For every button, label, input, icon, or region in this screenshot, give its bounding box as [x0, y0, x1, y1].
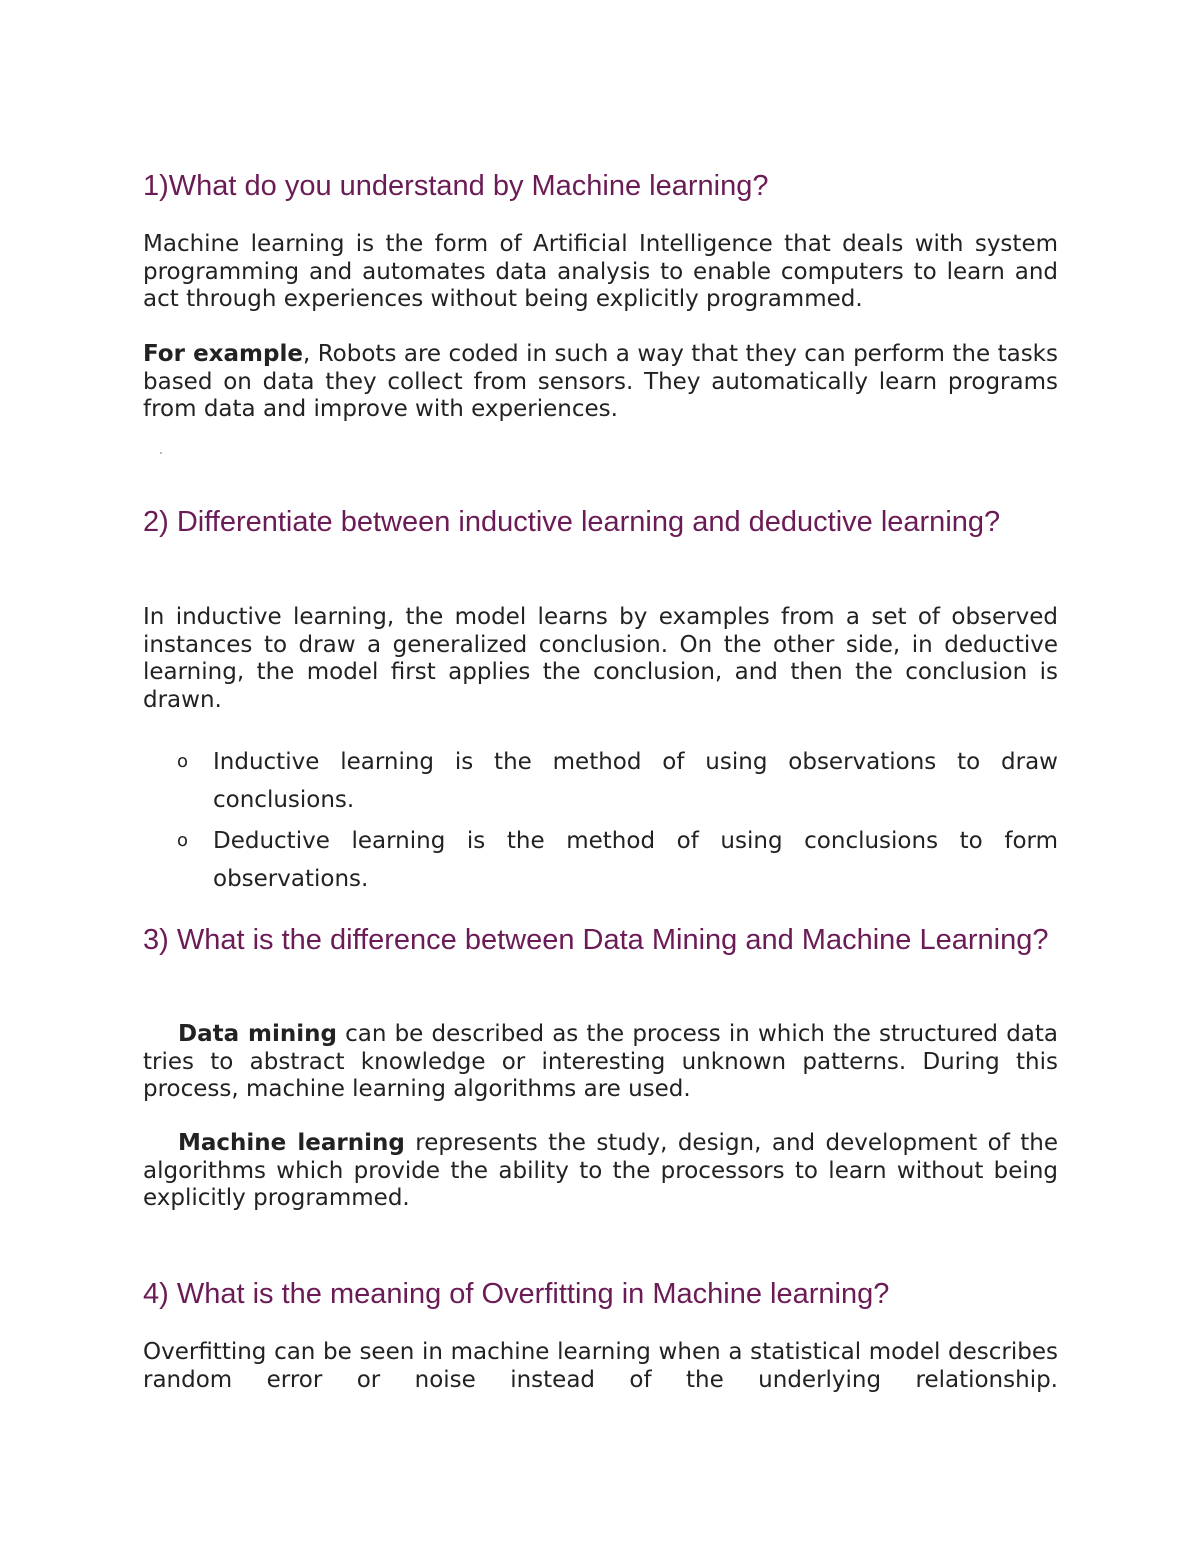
section-3-data-mining-paragraph	[143, 1021, 1058, 1104]
section-1-heading: 1)What do you understand by Machine learning?	[143, 170, 769, 202]
bullet-text: Deductive learning is the method of using conclusions to form observations.	[213, 828, 1058, 892]
list-item	[143, 822, 1058, 898]
section-3-machine-learning-paragraph	[143, 1130, 1058, 1213]
machine-learning-bold-label: Machine learning	[178, 1130, 405, 1156]
stray-dot-mark	[160, 452, 162, 454]
data-mining-bold-label: Data mining	[178, 1021, 337, 1047]
section-1-example	[143, 341, 1058, 424]
section-1-paragraph: Machine learning is the form of Artificial Intelligence that deals with system programming and automates data analysis to enable computers to learn and act through experiences without being explicitly programmed.	[143, 231, 1058, 312]
section-2-paragraph: In inductive learning, the model learns by examples from a set of observed instances to draw a generalized conclusion. On the other side, in deductive learning, the model first applies the conclusion, and then the conclusion is drawn.	[143, 604, 1058, 713]
section-2-bullet-list	[143, 743, 1058, 898]
bullet-text: Inductive learning is the method of using observations to draw conclusions.	[213, 749, 1058, 813]
section-4-paragraph: Overfitting can be seen in machine learning when a statistical model describes random error or noise instead of the underlying relationship.	[143, 1339, 1058, 1393]
section-4-heading: 4) What is the meaning of Overfitting in Machine learning?	[143, 1278, 890, 1310]
data-mining-text: can be described as the process in which the structured data tries to abstract knowledge or interesting unknown patterns. During this process, machine learning algorithms are used.	[143, 1021, 1058, 1102]
bullet-marker: o	[177, 830, 189, 851]
list-item	[143, 743, 1058, 819]
example-text: , Robots are coded in such a way that they can perform the tasks based on data they collect from sensors. They automatically learn programs from data and improve with experiences.	[143, 341, 1058, 422]
example-bold-label: For example	[143, 341, 303, 367]
section-2-heading: 2) Differentiate between inductive learning and deductive learning?	[143, 506, 1001, 538]
section-3-heading: 3) What is the difference between Data Mining and Machine Learning?	[143, 924, 1049, 956]
machine-learning-text: represents the study, design, and development of the algorithms which provide the ability to the processors to learn without being explicitly programmed.	[143, 1130, 1058, 1211]
bullet-marker: o	[177, 751, 189, 772]
